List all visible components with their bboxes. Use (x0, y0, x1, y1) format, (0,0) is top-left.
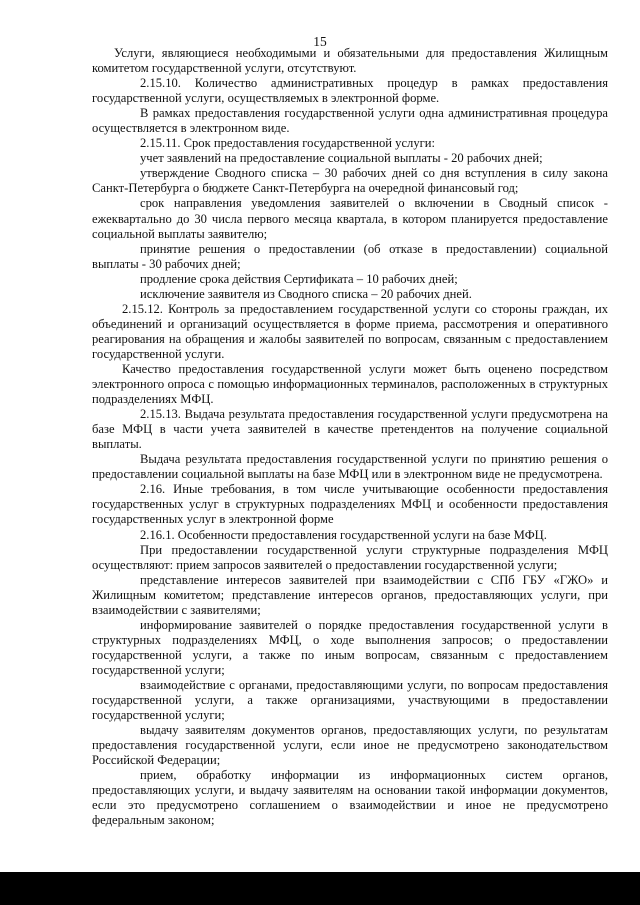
paragraph-20: взаимодействие с органами, предоставляющими услуги, по вопросам предоставления государственной услуги, а также организациями, участвующими в предоставлении государственной услуги; (92, 677, 608, 723)
scan-border-bottom (0, 872, 640, 905)
paragraph-3: В рамках предоставления государственной услуги одна административная процедура осуществляется в электронном виде. (92, 106, 608, 136)
paragraph-16: 2.16.1. Особенности предоставления государственной услуги на базе МФЦ. (140, 527, 547, 542)
page-number: 15 (313, 34, 327, 49)
paragraph-10: исключение заявителя из Сводного списка – 20 рабочих дней. (140, 286, 472, 301)
document-body (92, 46, 608, 828)
paragraph-21: выдачу заявителям документов органов, предоставляющих услуги, по результатам предоставления государственной услуги, если иное не предусмотрено законодательством Российской Федерации; (92, 723, 608, 768)
paragraph-6: утверждение Сводного списка – 30 рабочих дней со дня вступления в силу закона Санкт-Петербурга о бюджете Санкт-Петербурга на очередной финансовый год; (92, 166, 608, 196)
paragraph-1: Услуги, являющиеся необходимыми и обязательными для предоставления Жилищным комитетом государственной услуги, отсутствуют. (92, 46, 608, 76)
paragraph-9: продление срока действия Сертификата – 10 рабочих дней; (140, 271, 458, 286)
paragraph-4: 2.15.11. Срок предоставления государственной услуги: (140, 136, 436, 151)
paragraph-7: срок направления уведомления заявителей о включении в Сводный список - ежеквартально до 30 числа первого месяца квартала, в котором планируется предоставление социальной выплаты заявителю; (92, 196, 608, 241)
paragraph-18: представление интересов заявителей при взаимодействии с СПб ГБУ «ГЖО» и Жилищным комитетом; представление интересов органов, предоставляющих услуги, при взаимодействии с заявителями; (92, 572, 608, 617)
paragraph-14: Выдача результата предоставления государственной услуги по принятию решения о предоставлении социальной выплаты на базе МФЦ или в электронном виде не предусмотрена. (92, 452, 608, 482)
paragraph-17: При предоставлении государственной услуги структурные подразделения МФЦ осуществляют: прием запросов заявителей о предоставлении государственной услуги; (92, 542, 608, 572)
paragraph-15: 2.16. Иные требования, в том числе учитывающие особенности предоставления государственных услуг в структурных подразделениях МФЦ и особенности предоставления государственных услуг в электронной форме (92, 482, 608, 527)
paragraph-11: 2.15.12. Контроль за предоставлением государственной услуги со стороны граждан, их объединений и организаций осуществляется в форме приема, рассмотрения и оперативного реагирования на обращения и жалобы заявителей по вопросам, связанным с предоставлением государственной услуги. (92, 301, 608, 361)
paragraph-13: 2.15.13. Выдача результата предоставления государственной услуги предусмотрена на базе МФЦ в части учета заявителей в качестве претендентов на получение социальной выплаты. (92, 407, 608, 452)
paragraph-2: 2.15.10. Количество административных процедур в рамках предоставления государственной услуги, осуществляемых в электронной форме. (92, 76, 608, 106)
paragraph-5: учет заявлений на предоставление социальной выплаты - 20 рабочих дней; (140, 151, 543, 166)
paragraph-19: информирование заявителей о порядке предоставления государственной услуги в структурных подразделениях МФЦ, о ходе выполнения запросов; о предоставлении государственной услуги, а также по иным вопросам, связанным с предоставлением государственной услуги; (92, 617, 608, 677)
paragraph-12: Качество предоставления государственной услуги может быть оценено посредством электронного опроса с помощью информационных терминалов, расположенных в структурных подразделениях МФЦ. (92, 361, 608, 407)
paragraph-8: принятие решения о предоставлении (об отказе в предоставлении) социальной выплаты - 30 рабочих дней; (92, 241, 608, 271)
paragraph-22: прием, обработку информации из информационных систем органов, предоставляющих услуги, и выдачу заявителям на основании такой информации документов, если это предусмотрено соглашением о взаимодействии и иное не предусмотрено федеральным законом; (92, 768, 608, 828)
